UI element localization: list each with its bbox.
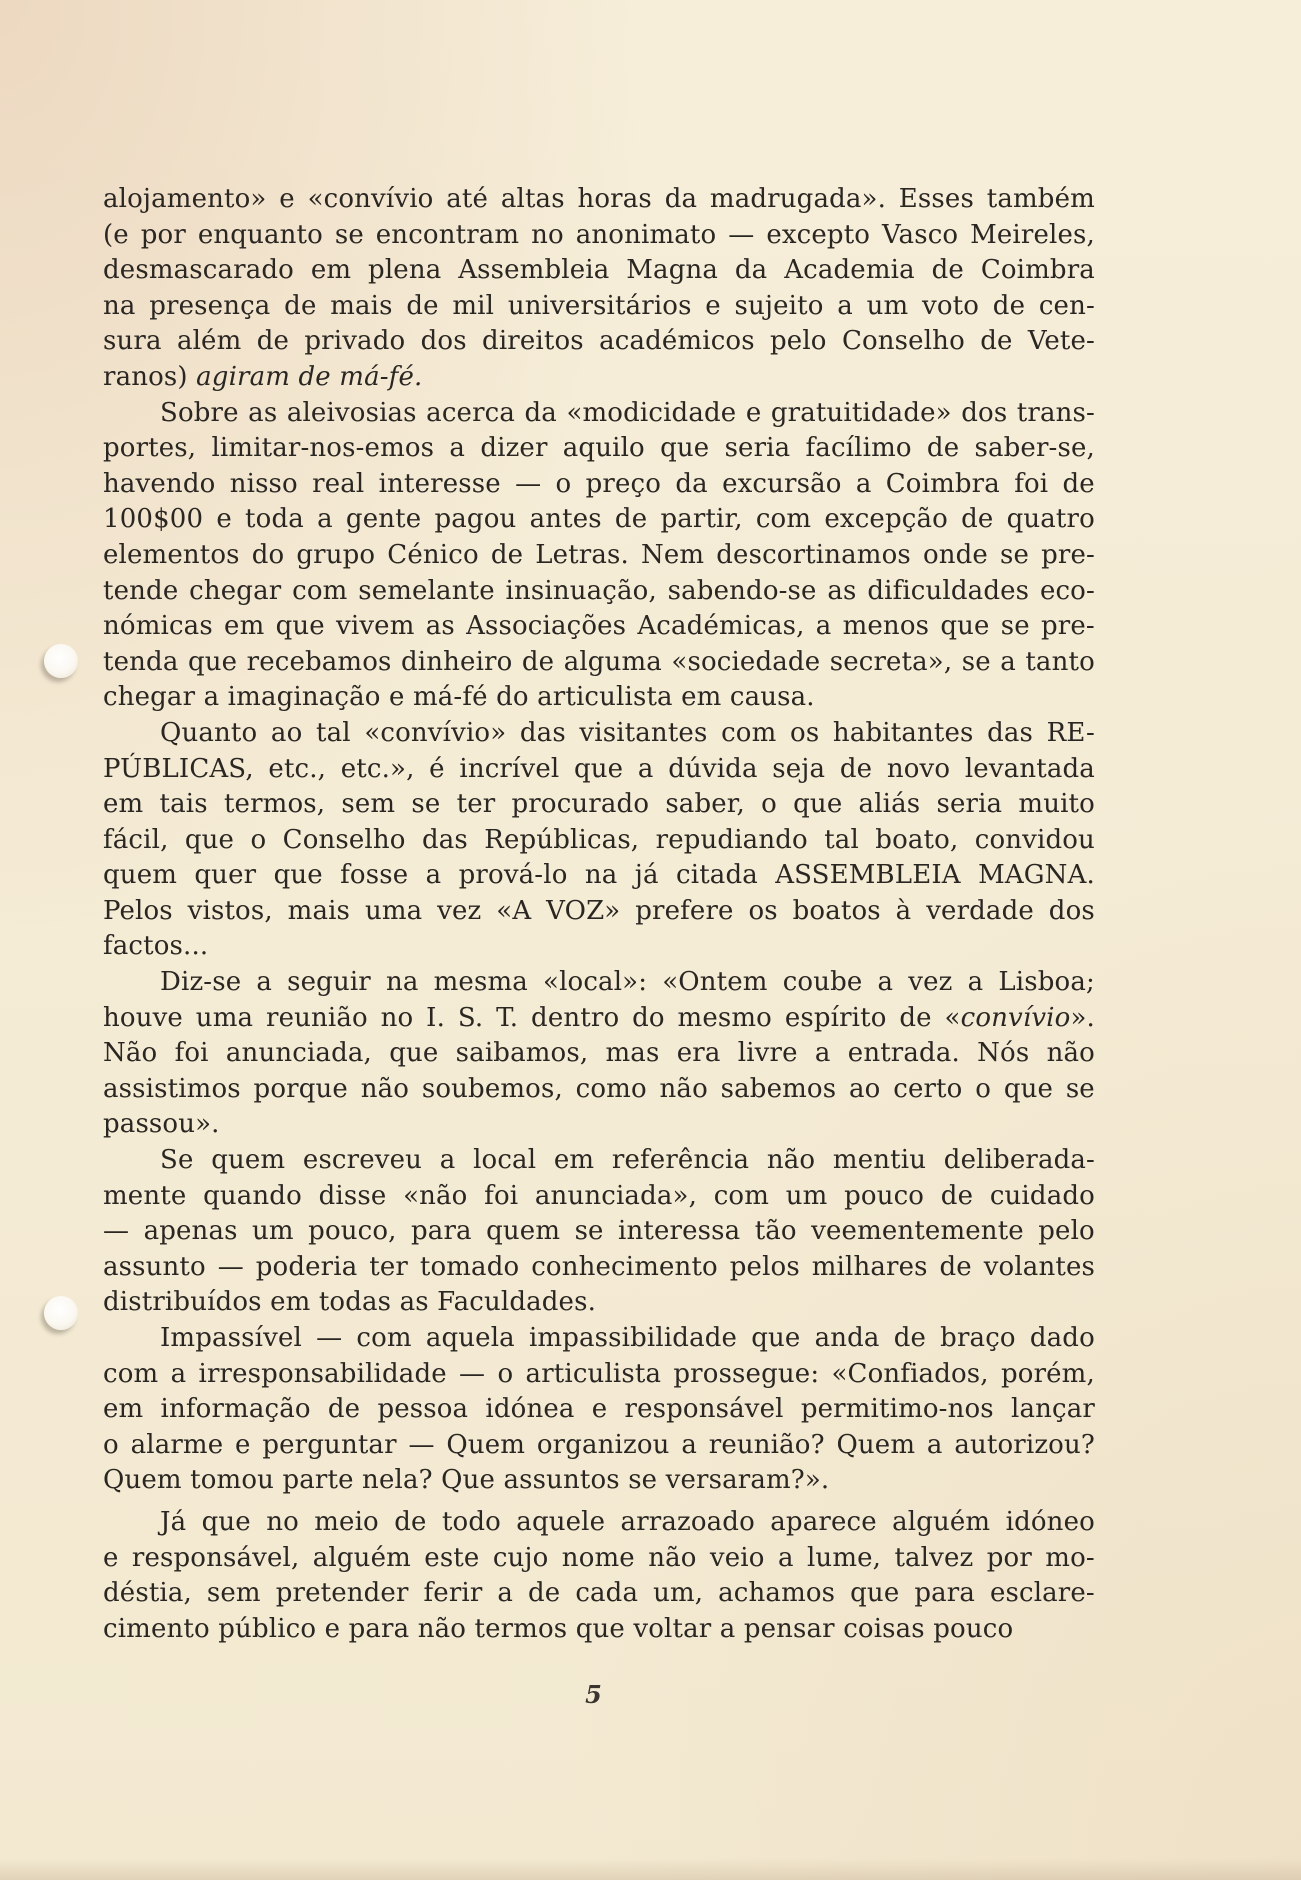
punch-hole-top bbox=[44, 644, 78, 678]
text-line: Pelos vistos, mais uma vez «A VOZ» prefere os boatos à verdade dos bbox=[103, 895, 1095, 926]
text-line: 100$00 e toda a gente pagou antes de partir, com excepção de quatro bbox=[103, 504, 1095, 535]
punch-hole-bottom bbox=[44, 1296, 78, 1330]
text-line: em tais termos, sem se ter procurado saber, o que aliás seria muito bbox=[103, 789, 1095, 820]
page-number: 5 bbox=[585, 1680, 602, 1709]
body-text bbox=[103, 182, 1095, 1647]
text-line: sura além de privado dos direitos académicos pelo Conselho de Vete- bbox=[103, 326, 1095, 357]
text-line: ranos) agiram de má-fé. bbox=[103, 361, 423, 392]
text-line: quem quer que fosse a prová-lo na já citada ASSEMBLEIA MAGNA. bbox=[103, 860, 1095, 891]
text-line: mente quando disse «não foi anunciada», com um pouco de cuidado bbox=[103, 1180, 1095, 1211]
text-line: em informação de pessoa idónea e responsável permitimo-nos lançar bbox=[103, 1394, 1095, 1425]
text-line: Quanto ao tal «convívio» das visitantes com os habitantes das RE- bbox=[160, 717, 1095, 748]
text-line: passou». bbox=[103, 1109, 220, 1140]
text-line: Diz-se a seguir na mesma «local»: «Ontem coube a vez a Lisboa; bbox=[160, 967, 1095, 998]
text-line: chegar a imaginação e má-fé do articulista em causa. bbox=[103, 682, 815, 713]
text-line: nómicas em que vivem as Associações Académicas, a menos que se pre- bbox=[103, 611, 1095, 642]
page-bottom-edge bbox=[0, 1858, 1301, 1880]
text-line: factos... bbox=[103, 931, 209, 962]
text-line: alojamento» e «convívio até altas horas da madrugada». Esses também bbox=[103, 184, 1095, 214]
text-line: tende chegar com semelante insinuação, sabendo-se as dificuldades eco- bbox=[103, 575, 1095, 606]
text-line: elementos do grupo Cénico de Letras. Nem descortinamos onde se pre- bbox=[103, 539, 1095, 570]
text-line: houve uma reunião no I. S. T. dentro do mesmo espírito de «convívio». bbox=[103, 1002, 1095, 1033]
text-line: havendo nisso real interesse — o preço da excursão a Coimbra foi de bbox=[103, 468, 1095, 499]
text-line: com a irresponsabilidade — o articulista prossegue: «Confiados, porém, bbox=[103, 1358, 1095, 1389]
text-line: portes, limitar-nos-emos a dizer aquilo que seria facílimo de saber-se, bbox=[103, 433, 1095, 464]
text-line: Se quem escreveu a local em referência não mentiu deliberada- bbox=[160, 1145, 1095, 1176]
text-line: — apenas um pouco, para quem se interessa tão veementemente pelo bbox=[103, 1216, 1095, 1247]
text-line: Quem tomou parte nela? Que assuntos se versaram?». bbox=[103, 1465, 830, 1496]
text-line: cimento público e para não termos que voltar a pensar coisas pouco bbox=[103, 1613, 1014, 1644]
text-line: assistimos porque não soubemos, como não sabemos ao certo o que se bbox=[103, 1073, 1095, 1104]
text-line: (e por enquanto se encontram no anonimato — excepto Vasco Meireles, bbox=[103, 219, 1095, 250]
text-line: e responsável, alguém este cujo nome não veio a lume, talvez por mo- bbox=[103, 1542, 1095, 1573]
text-line: PÚBLICAS, etc., etc.», é incrível que a dúvida seja de novo levantada bbox=[103, 753, 1095, 784]
text-line: déstia, sem pretender ferir a de cada um, achamos que para esclare- bbox=[103, 1578, 1095, 1609]
text-line: Não foi anunciada, que saibamos, mas era livre a entrada. Nós não bbox=[103, 1038, 1095, 1069]
text-line: na presença de mais de mil universitários e sujeito a um voto de cen- bbox=[103, 290, 1095, 321]
text-line: Sobre as aleivosias acerca da «modicidade e gratuitidade» dos trans- bbox=[160, 397, 1095, 428]
text-line: distribuídos em todas as Faculdades. bbox=[103, 1287, 597, 1318]
text-line: fácil, que o Conselho das Repúblicas, repudiando tal boato, convidou bbox=[103, 824, 1095, 855]
text-line: Já que no meio de todo aquele arrazoado aparece alguém idóneo bbox=[160, 1506, 1095, 1537]
text-line: tenda que recebamos dinheiro de alguma «sociedade secreta», se a tanto bbox=[103, 646, 1095, 677]
text-line: assunto — poderia ter tomado conhecimento pelos milhares de volantes bbox=[103, 1251, 1095, 1282]
text-line: o alarme e perguntar — Quem organizou a reunião? Quem a autorizou? bbox=[103, 1429, 1095, 1460]
text-line: desmascarado em plena Assembleia Magna da Academia de Coimbra bbox=[103, 255, 1095, 286]
text-line: Impassível — com aquela impassibilidade que anda de braço dado bbox=[160, 1323, 1095, 1353]
